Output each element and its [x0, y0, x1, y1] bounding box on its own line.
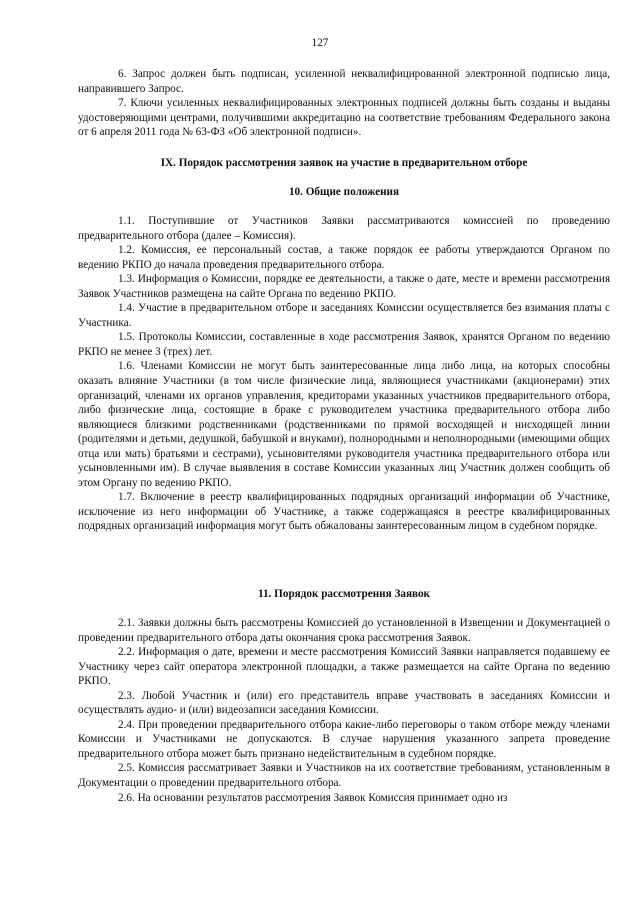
section-heading: 11. Порядок рассмотрения Заявок — [257, 588, 430, 600]
section-heading: 10. Общие положения — [288, 186, 400, 198]
section-top — [78, 67, 610, 140]
paragraph: 1.4. Участие в предварительном отборе и заседаниях Комиссии осуществляется без взимания платы с Участника. — [78, 302, 610, 329]
paragraph: 2.4. При проведении предварительного отбора какие-либо переговоры о таком отборе между членами Комиссии и Участниками не допускаются. В случае нарушения указанного запрета проведение предварительного отбора может быть признано недействительным в судебном порядке. — [78, 718, 610, 760]
page-number: 127 — [311, 37, 329, 49]
paragraph: 2.1. Заявки должны быть рассмотрены Комиссией до установленной в Извещении и Документацией о проведении предварительного отбора даты окончания срока рассмотрения Заявок. — [78, 617, 610, 644]
paragraph: 1.3. Информация о Комиссии, порядке ее деятельности, а также о дате, месте и времени рассмотрения Заявок Участников размещена на сайте Органа по ведению РКПО. — [78, 273, 610, 300]
paragraph: 1.6. Членами Комиссии не могут быть заинтересованные лица либо лица, на которых способны оказать влияние Участники (в том числе физические лица, являющиеся участниками (акционерами) этих организаций, членами их органов управления, кредиторами указанных участников предварительного отбора, либо физические лица, состоящие в браке с руководителем участника предварительного отбора либо являющиеся близкими родственниками (родственниками по прямой восходящей и нисходящей линии (родителями и детьми, дедушкой, бабушкой и внуками), полнородными и неполнородными (имеющими общих отца или мать) братьями и сестрами), усыновителями руководителя участника предварительного отбора или усыновленными им). В случае выявления в составе Комиссии указанных лиц Участник должен сообщить об этом Органу по ведению РКПО. — [78, 360, 610, 489]
paragraph: 1.2. Комиссия, ее персональный состав, а также порядок ее работы утверждаются Органом по ведению РКПО до начала проведения предварительного отбора. — [78, 244, 610, 271]
paragraph: 2.2. Информация о дате, времени и месте рассмотрения Комиссий Заявки направляется подавшему ее Участнику через сайт оператора электронной площадки, а также размещается на сайте Органа по ведению РКПО. — [78, 646, 610, 688]
paragraph: 2.5. Комиссия рассматривает Заявки и Участников на их соответствие требованиям, установленным в Документации о проведении предварительного отбора. — [78, 762, 610, 790]
paragraph: 1.7. Включение в реестр квалифицированных подрядных организаций информации об Участнике, исключение из него информации об Участнике, а также содержащаяся в реестре квалифицированных подрядных организаций информация могут быть обжалованы заинтересованным лицом в судебном порядке. — [78, 491, 610, 533]
paragraph: 2.3. Любой Участник и (или) его представитель вправе участвовать в заседаниях Комиссии и осуществлять аудио- и (или) видеозаписи заседания Комиссии. — [78, 689, 610, 717]
paragraph: 1.5. Протоколы Комиссии, составленные в ходе рассмотрения Заявок, хранятся Органом по ведению РКПО не менее 3 (трех) лет. — [78, 331, 610, 358]
paragraph: 6. Запрос должен быть подписан, усиленной неквалифицированной электронной подписью лица, направившего Запрос. — [78, 68, 610, 95]
section-10-body — [78, 214, 610, 534]
paragraph: 1.1. Поступившие от Участников Заявки рассматриваются комиссией по проведению предварительного отбора (далее – Комиссия). — [78, 215, 610, 242]
section-11-body — [78, 616, 610, 805]
chapter-heading: IX. Порядок рассмотрения заявок на участие в предварительном отборе — [160, 157, 528, 169]
paragraph: 2.6. На основании результатов рассмотрения Заявок Комиссия принимает одно из — [118, 791, 508, 804]
paragraph: 7. Ключи усиленных неквалифицированных электронных подписей должны быть созданы и выданы удостоверяющими центрами, получившими аккредитацию на соответствие требованиям Федерального закона от 6 апреля 2011 года № 63-ФЗ «Об электронной подписи». — [78, 97, 610, 139]
